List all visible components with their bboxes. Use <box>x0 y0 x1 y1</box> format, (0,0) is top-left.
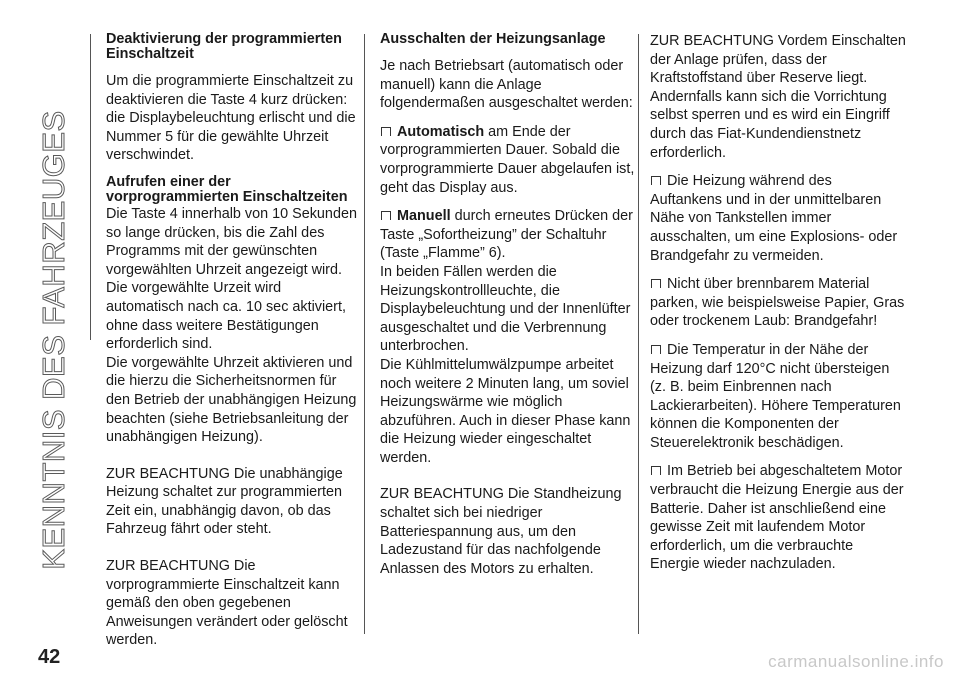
heading-switch-off: Ausschalten der Heizungsanlage <box>380 31 606 47</box>
bullet-item: Die Temperatur in der Nähe der Heizung darf 120°C nicht übersteigen (z. B. beim Einbrennen nach Lackierarbeiten). Höhere Temperaturen können die Komponenten der Steuerelektronik beschädigen. <box>650 341 901 451</box>
note: ZUR BEACHTUNG Die Standheizung schaltet sich bei niedriger Batteriespannung aus, um den Ladezustand für das nachfolgende Anlassen des Motors zu erhalten. <box>380 486 622 577</box>
bullet-item: Nicht über brennbarem Material parken, wie beispielsweise Papier, Gras oder trockenem Laub: Brandgefahr! <box>650 276 905 330</box>
paragraph: Die Taste 4 innerhalb von 10 Sekunden so lange drücken, bis die Zahl des Programms mit der gewünschten vorgewählten Uhrzeit angezeigt wird. <box>106 205 357 278</box>
column-divider-left <box>90 34 91 340</box>
bullet-item: Automatisch am Ende der vorprogrammierten Dauer. Sobald die vorprogrammierte Dauer abgelaufen ist, geht das Display aus. <box>380 123 635 196</box>
bullet-icon <box>381 211 391 220</box>
column-3 <box>650 32 906 584</box>
column-1 <box>106 32 362 660</box>
bullet-icon <box>651 345 661 354</box>
paragraph: Je nach Betriebsart (automatisch oder manuell) kann die Anlage folgendermaßen ausgeschaltet werden: <box>380 58 633 112</box>
note: ZUR BEACHTUNG Die unabhängige Heizung schaltet zur programmierten Zeit ein, unabhängig davon, ob das Fahrzeug fährt oder steht. <box>106 465 343 538</box>
bullet-item: Die Heizung während des Auftankens und in der unmittelbaren Nähe von Tankstellen immer ausschalten, um eine Explosions- oder Brandgefahr zu vermeiden. <box>650 173 898 264</box>
bullet-item: Im Betrieb bei abgeschaltetem Motor verbraucht die Heizung Energie aus der Batterie. Daher ist anschließend eine gewisse Zeit mit laufendem Motor erforderlich, um die verbrauchte Energie wieder nachzuladen. <box>650 463 904 573</box>
note: ZUR BEACHTUNG Vordem Einschalten der Anlage prüfen, dass der Kraftstoffstand über Reserve liegt. Andernfalls kann sich die Vorrichtung selbst sperren und es wird ein Eingriff durch das Fiat-Kundendienstnetz erforderlich. <box>650 33 906 161</box>
column-2 <box>380 32 636 588</box>
bullet-icon <box>651 279 661 288</box>
bullet-icon <box>381 127 391 136</box>
paragraph: Die Kühlmittelumwälzpumpe arbeitet noch weitere 2 Minuten lang, um soviel Heizungswärme wie möglich abzuführen. Auch in dieser Phase kann die Heizung wieder eingeschaltet werden. <box>380 356 631 466</box>
heading-recall-timer: Aufrufen einer der vorprogrammierten Einschaltzeiten <box>106 173 348 205</box>
section-title-vertical: KENNTNIS DES FAHRZEUGES <box>36 110 71 570</box>
note: ZUR BEACHTUNG Die vorprogrammierte Einschaltzeit kann gemäß den oben gegebenen Anweisungen verändert oder gelöscht werden. <box>106 558 348 649</box>
column-divider-middle <box>364 34 365 634</box>
paragraph: In beiden Fällen werden die Heizungskontrollleuchte, die Displaybeleuchtung und der Innenlüfter ausgeschaltet und die Verbrennung unterbrochen. <box>380 263 631 355</box>
bullet-item: Manuell durch erneutes Drücken der Taste „Sofortheizung” der Schaltuhr (Taste „Flamme” 6). <box>380 208 633 262</box>
bullet-icon <box>651 176 661 185</box>
watermark: carmanualsonline.info <box>768 652 944 671</box>
heading-deactivate-timer: Deaktivierung der programmierten Einschaltzeit <box>106 31 342 62</box>
column-divider-right <box>638 34 639 634</box>
paragraph: Die vorgewählte Urzeit wird automatisch nach ca. 10 sec aktiviert, ohne dass weitere Bestätigungen erforderlich sind. <box>106 280 346 353</box>
bullet-icon <box>651 466 661 475</box>
paragraph: Die vorgewählte Uhrzeit aktivieren und die hierzu die Sicherheitsnormen für den Betrieb der unabhängigen Heizung beachten (siehe Betriebsanleitung der unabhängigen Heizung). <box>106 354 357 446</box>
paragraph: Um die programmierte Einschaltzeit zu deaktivieren die Taste 4 kurz drücken: die Displaybeleuchtung erlischt und die Nummer 5 für die gewählte Uhrzeit verschwindet. <box>106 73 356 164</box>
page-number: 42 <box>38 646 61 668</box>
